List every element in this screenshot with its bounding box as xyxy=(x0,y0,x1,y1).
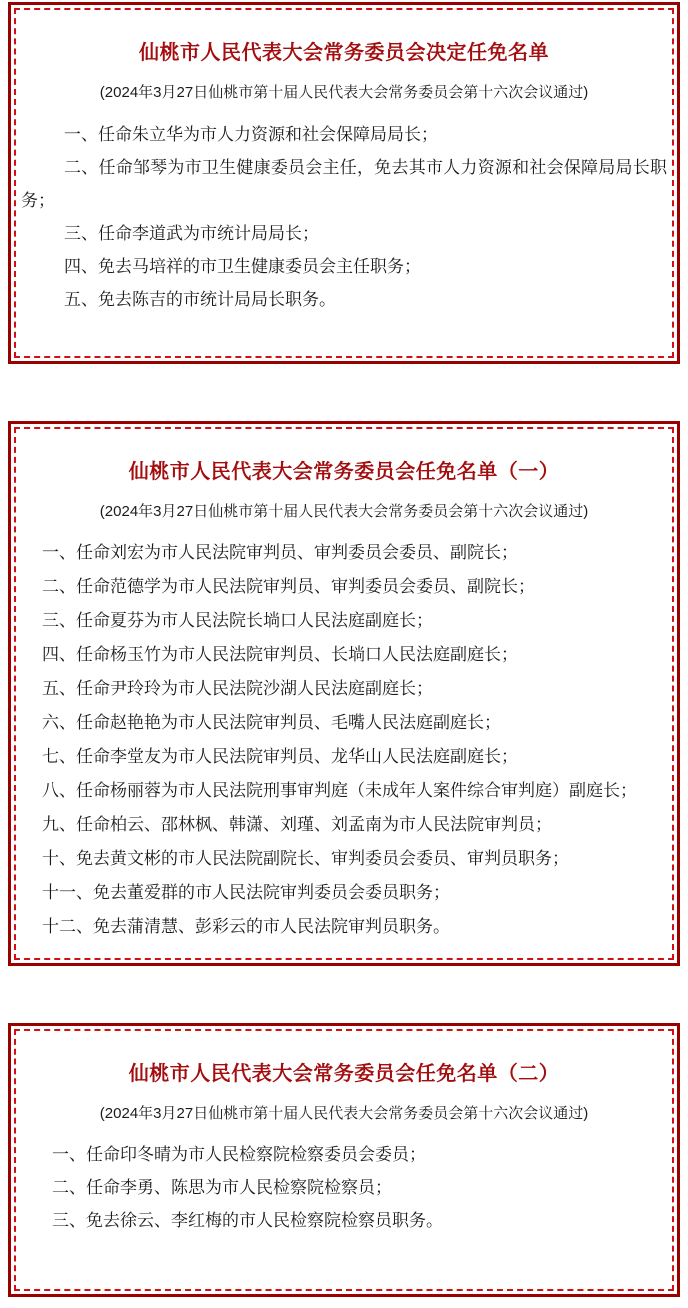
notice-item: 五、任命尹玲玲为市人民法院沙湖人民法庭副庭长； xyxy=(42,679,433,698)
notice-item: 二、任命范德学为市人民法院审判员、审判委员会委员、副院长； xyxy=(42,577,535,596)
notice-item: 三、任命夏芬为市人民法院长埫口人民法庭副庭长； xyxy=(42,611,433,630)
notice-item: 一、任命印冬晴为市人民检察院检察委员会委员； xyxy=(52,1145,426,1164)
notice-title: 仙桃市人民代表大会常务委员会任免名单（一） xyxy=(128,461,560,483)
notice-item: 四、免去马培祥的市卫生健康委员会主任职务； xyxy=(64,257,421,276)
notice-item: 十、免去黄文彬的市人民法院副院长、审判委员会委员、审判员职务； xyxy=(42,849,569,868)
notice-item: 三、任命李道武为市统计局局长； xyxy=(64,224,319,243)
notice-item: 四、任命杨玉竹为市人民法院审判员、长埫口人民法庭副庭长； xyxy=(42,645,518,664)
notice-item: 三、免去徐云、李红梅的市人民检察院检察员职务。 xyxy=(52,1211,443,1230)
notice-subtitle: (2024年3月27日仙桃市第十届人民代表大会常务委员会第十六次会议通过) xyxy=(99,1105,589,1122)
notice-item: 七、任命李堂友为市人民法院审判员、龙华山人民法庭副庭长； xyxy=(42,747,518,766)
notice-box-list-two xyxy=(8,1023,680,1297)
notice-inner-frame xyxy=(14,427,674,960)
notice-item: 九、任命柏云、邵林枫、韩潇、刘瑾、刘孟南为市人民法院审判员； xyxy=(42,815,552,834)
notice-item: 六、任命赵艳艳为市人民法院审判员、毛嘴人民法庭副庭长； xyxy=(42,713,501,732)
notice-item: 一、任命刘宏为市人民法院审判员、审判委员会委员、副院长； xyxy=(42,543,518,562)
notice-item: 二、任命李勇、陈思为市人民检察院检察员； xyxy=(52,1178,392,1197)
notice-title: 仙桃市人民代表大会常务委员会任免名单（二） xyxy=(128,1063,560,1085)
notice-item-list xyxy=(21,1138,667,1237)
notice-item-list xyxy=(21,118,667,316)
notice-item: 五、免去陈吉的市统计局局长职务。 xyxy=(64,290,336,309)
notice-box-list-one xyxy=(8,421,680,966)
notice-box-decision-list xyxy=(8,2,680,364)
notice-item: 八、任命杨丽蓉为市人民法院刑事审判庭（未成年人案件综合审判庭）副庭长； xyxy=(42,781,637,800)
notice-item: 一、任命朱立华为市人力资源和社会保障局局长； xyxy=(64,125,438,144)
notice-title: 仙桃市人民代表大会常务委员会决定任免名单 xyxy=(139,42,549,64)
notice-inner-frame xyxy=(14,8,674,358)
notice-inner-frame xyxy=(14,1029,674,1291)
notice-item-list xyxy=(21,536,667,944)
notice-subtitle: (2024年3月27日仙桃市第十届人民代表大会常务委员会第十六次会议通过) xyxy=(99,503,589,520)
notice-item: 十二、免去蒲清慧、彭彩云的市人民法院审判员职务。 xyxy=(42,917,450,936)
notice-item: 二、任命邹琴为市卫生健康委员会主任，免去其市人力资源和社会保障局局长职务； xyxy=(21,158,667,210)
notice-item: 十一、免去董爱群的市人民法院审判委员会委员职务； xyxy=(42,883,450,902)
notice-subtitle: (2024年3月27日仙桃市第十届人民代表大会常务委员会第十六次会议通过) xyxy=(99,84,589,101)
